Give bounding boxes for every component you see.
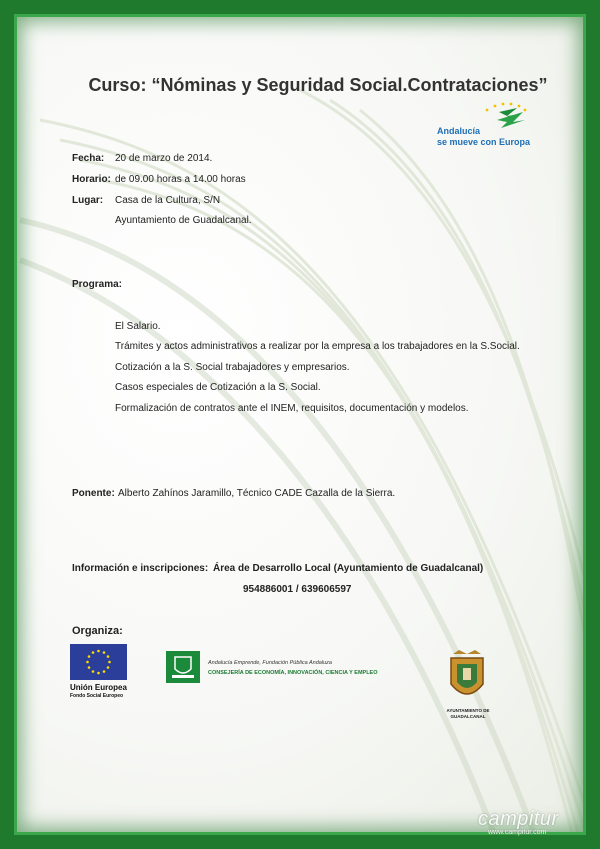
consejeria-text: CONSEJERÍA DE ECONOMÍA, INNOVACIÓN, CIENCIA Y EMPLEO — [208, 670, 378, 676]
andalucia-logo-text — [437, 126, 530, 148]
ayuntamiento-line2: GUADALCANAL — [450, 714, 486, 719]
programa-item: Trámites y actos administrativos a realizar por la empresa a los trabajadores en la S.Social. — [115, 341, 520, 352]
watermark-url: www.campitur.com — [488, 829, 547, 836]
horario-label: Horario: — [72, 174, 111, 185]
programa-item: Casos especiales de Cotización a la S. Social. — [115, 382, 321, 393]
eu-subtext: Fondo Social Europeo — [70, 693, 124, 699]
informacion-value: Área de Desarrollo Local (Ayuntamiento de Guadalcanal) — [213, 563, 484, 574]
informacion-phones: 954886001 / 639606597 — [243, 584, 352, 595]
programa-item: El Salario. — [115, 321, 161, 332]
junta-text: Andalucía Emprende, Fundación Pública Andaluza — [208, 660, 332, 666]
eu-text: Unión Europea — [70, 683, 127, 692]
lugar-value-2: Ayuntamiento de Guadalcanal. — [115, 215, 252, 226]
andalucia-line2: se mueve con Europa — [437, 137, 531, 147]
ayuntamiento-line1: AYUNTAMIENTO DE — [446, 708, 490, 713]
organiza-label: Organiza: — [72, 625, 123, 637]
programa-item: Cotización a la S. Social trabajadores y empresarios. — [115, 362, 350, 373]
ponente-label: Ponente: — [72, 488, 115, 499]
lugar-label: Lugar: — [72, 195, 104, 206]
informacion-label: Información e inscripciones: — [72, 563, 209, 574]
ayuntamiento-text — [430, 708, 506, 720]
programa-item: Formalización de contratos ante el INEM, requisitos, documentación y modelos. — [115, 403, 469, 414]
junta-andalucia-logo — [166, 651, 200, 683]
watermark-brand: campitur — [478, 808, 559, 830]
guadalcanal-crest-logo — [443, 650, 491, 706]
lugar-value: Casa de la Cultura, S/N — [115, 195, 221, 206]
horario-value: de 09.00 horas a 14.00 horas — [115, 174, 246, 185]
eu-flag-logo — [70, 644, 127, 680]
page-title: Curso: “Nóminas y Seguridad Social.Contrataciones” — [88, 75, 548, 95]
programa-label: Programa: — [72, 279, 123, 290]
fecha-label: Fecha: — [72, 153, 105, 164]
andalucia-line1: Andalucía — [437, 126, 481, 136]
fecha-value: 20 de marzo de 2014. — [115, 153, 213, 164]
ponente-value: Alberto Zahínos Jaramillo, Técnico CADE Cazalla de la Sierra. — [118, 488, 396, 499]
